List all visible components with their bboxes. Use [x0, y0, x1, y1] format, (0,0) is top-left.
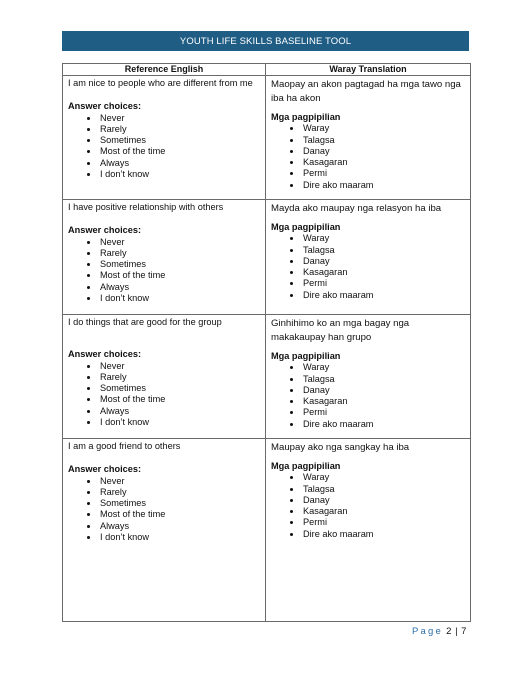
page-footer: [412, 626, 467, 637]
waray-question: Maopay an akon pagtagad ha mga tawo nga iba ha akon: [271, 79, 461, 104]
list-item: • Sometimes: [99, 259, 260, 270]
english-cell: [63, 76, 266, 200]
translation-table: [62, 63, 471, 622]
list-item: • Waray: [302, 362, 465, 373]
list-item: • Never: [99, 361, 260, 372]
list-item: • Kasagaran: [302, 396, 465, 407]
list-item: • Sometimes: [99, 498, 260, 509]
waray-cell: [266, 315, 471, 439]
table-row: [63, 76, 471, 200]
english-question: I am nice to people who are different from me: [68, 78, 253, 88]
column-header-waray: Waray Translation: [266, 64, 471, 76]
english-question: I am a good friend to others: [68, 441, 181, 451]
table-header-row: [63, 64, 471, 76]
list-item: • I don’t know: [99, 169, 260, 180]
list-item: • Dire ako maaram: [302, 180, 465, 191]
list-item: • Always: [99, 521, 260, 532]
list-item: • Always: [99, 158, 260, 169]
list-item: • Talagsa: [302, 484, 465, 495]
list-item: • Most of the time: [99, 509, 260, 520]
waray-question: Maupay ako nga sangkay ha iba: [271, 442, 410, 453]
list-item: • Dire ako maaram: [302, 419, 465, 430]
english-cell: [63, 200, 266, 315]
answer-choices-label: Answer choices:: [68, 225, 142, 236]
waray-choices-label: Mga pagpipilian: [271, 461, 341, 471]
list-item: • Sometimes: [99, 383, 260, 394]
list-item: • Kasagaran: [302, 267, 465, 278]
waray-cell: [266, 76, 471, 200]
list-item: • Rarely: [99, 248, 260, 259]
waray-question: Mayda ako maupay nga relasyon ha iba: [271, 203, 442, 214]
waray-cell: [266, 439, 471, 622]
english-question: I do things that are good for the group: [68, 317, 222, 327]
list-item: • Kasagaran: [302, 157, 465, 168]
list-item: • Sometimes: [99, 135, 260, 146]
list-item: • Waray: [302, 472, 465, 483]
list-item: • I don’t know: [99, 417, 260, 428]
english-question: I have positive relationship with others: [68, 202, 224, 212]
list-item: • Waray: [302, 123, 465, 134]
list-item: • Rarely: [99, 372, 260, 383]
list-item: • Permi: [302, 517, 465, 528]
list-item: • Dire ako maaram: [302, 290, 465, 301]
list-item: • Always: [99, 406, 260, 417]
list-item: • I don’t know: [99, 532, 260, 543]
list-item: • Talagsa: [302, 245, 465, 256]
list-item: • Waray: [302, 233, 465, 244]
english-cell: [63, 315, 266, 439]
list-item: • Danay: [302, 256, 465, 267]
document-title: YOUTH LIFE SKILLS BASELINE TOOL: [179, 35, 352, 47]
list-item: • Permi: [302, 278, 465, 289]
list-item: • I don’t know: [99, 293, 260, 304]
list-item: • Talagsa: [302, 374, 465, 385]
answer-choices-label: Answer choices:: [68, 464, 142, 475]
column-header-english: Reference English: [63, 64, 266, 76]
list-item: • Talagsa: [302, 135, 465, 146]
list-item: • Danay: [302, 146, 465, 157]
answer-choices-label: Answer choices:: [68, 101, 142, 112]
waray-question: Ginhihimo ko an mga bagay nga makakaupay han grupo: [271, 318, 410, 343]
document-title-banner: [62, 31, 469, 51]
list-item: • Never: [99, 237, 260, 248]
answer-choices-list: [68, 361, 260, 429]
list-item: • Never: [99, 113, 260, 124]
page-word: Page: [412, 626, 443, 637]
waray-choices-label: Mga pagpipilian: [271, 351, 341, 361]
list-item: • Danay: [302, 495, 465, 506]
answer-choices-list: [68, 237, 260, 305]
waray-choices-list: [271, 362, 465, 430]
list-item: • Rarely: [99, 124, 260, 135]
list-item: • Permi: [302, 168, 465, 179]
table-row: [63, 200, 471, 315]
list-item: • Kasagaran: [302, 506, 465, 517]
answer-choices-label: Answer choices:: [68, 349, 142, 360]
answer-choices-list: [68, 476, 260, 544]
page-number: 2 | 7: [446, 626, 467, 637]
list-item: • Permi: [302, 407, 465, 418]
list-item: • Most of the time: [99, 394, 260, 405]
waray-cell: [266, 200, 471, 315]
list-item: • Rarely: [99, 487, 260, 498]
english-cell: [63, 439, 266, 622]
waray-choices-list: [271, 123, 465, 191]
answer-choices-list: [68, 113, 260, 181]
table-row: [63, 315, 471, 439]
list-item: • Most of the time: [99, 270, 260, 281]
waray-choices-list: [271, 472, 465, 540]
list-item: • Dire ako maaram: [302, 529, 465, 540]
waray-choices-label: Mga pagpipilian: [271, 112, 341, 122]
table-row: [63, 439, 471, 622]
list-item: • Always: [99, 282, 260, 293]
list-item: • Never: [99, 476, 260, 487]
list-item: • Danay: [302, 385, 465, 396]
waray-choices-label: Mga pagpipilian: [271, 222, 341, 232]
list-item: • Most of the time: [99, 146, 260, 157]
waray-choices-list: [271, 233, 465, 301]
